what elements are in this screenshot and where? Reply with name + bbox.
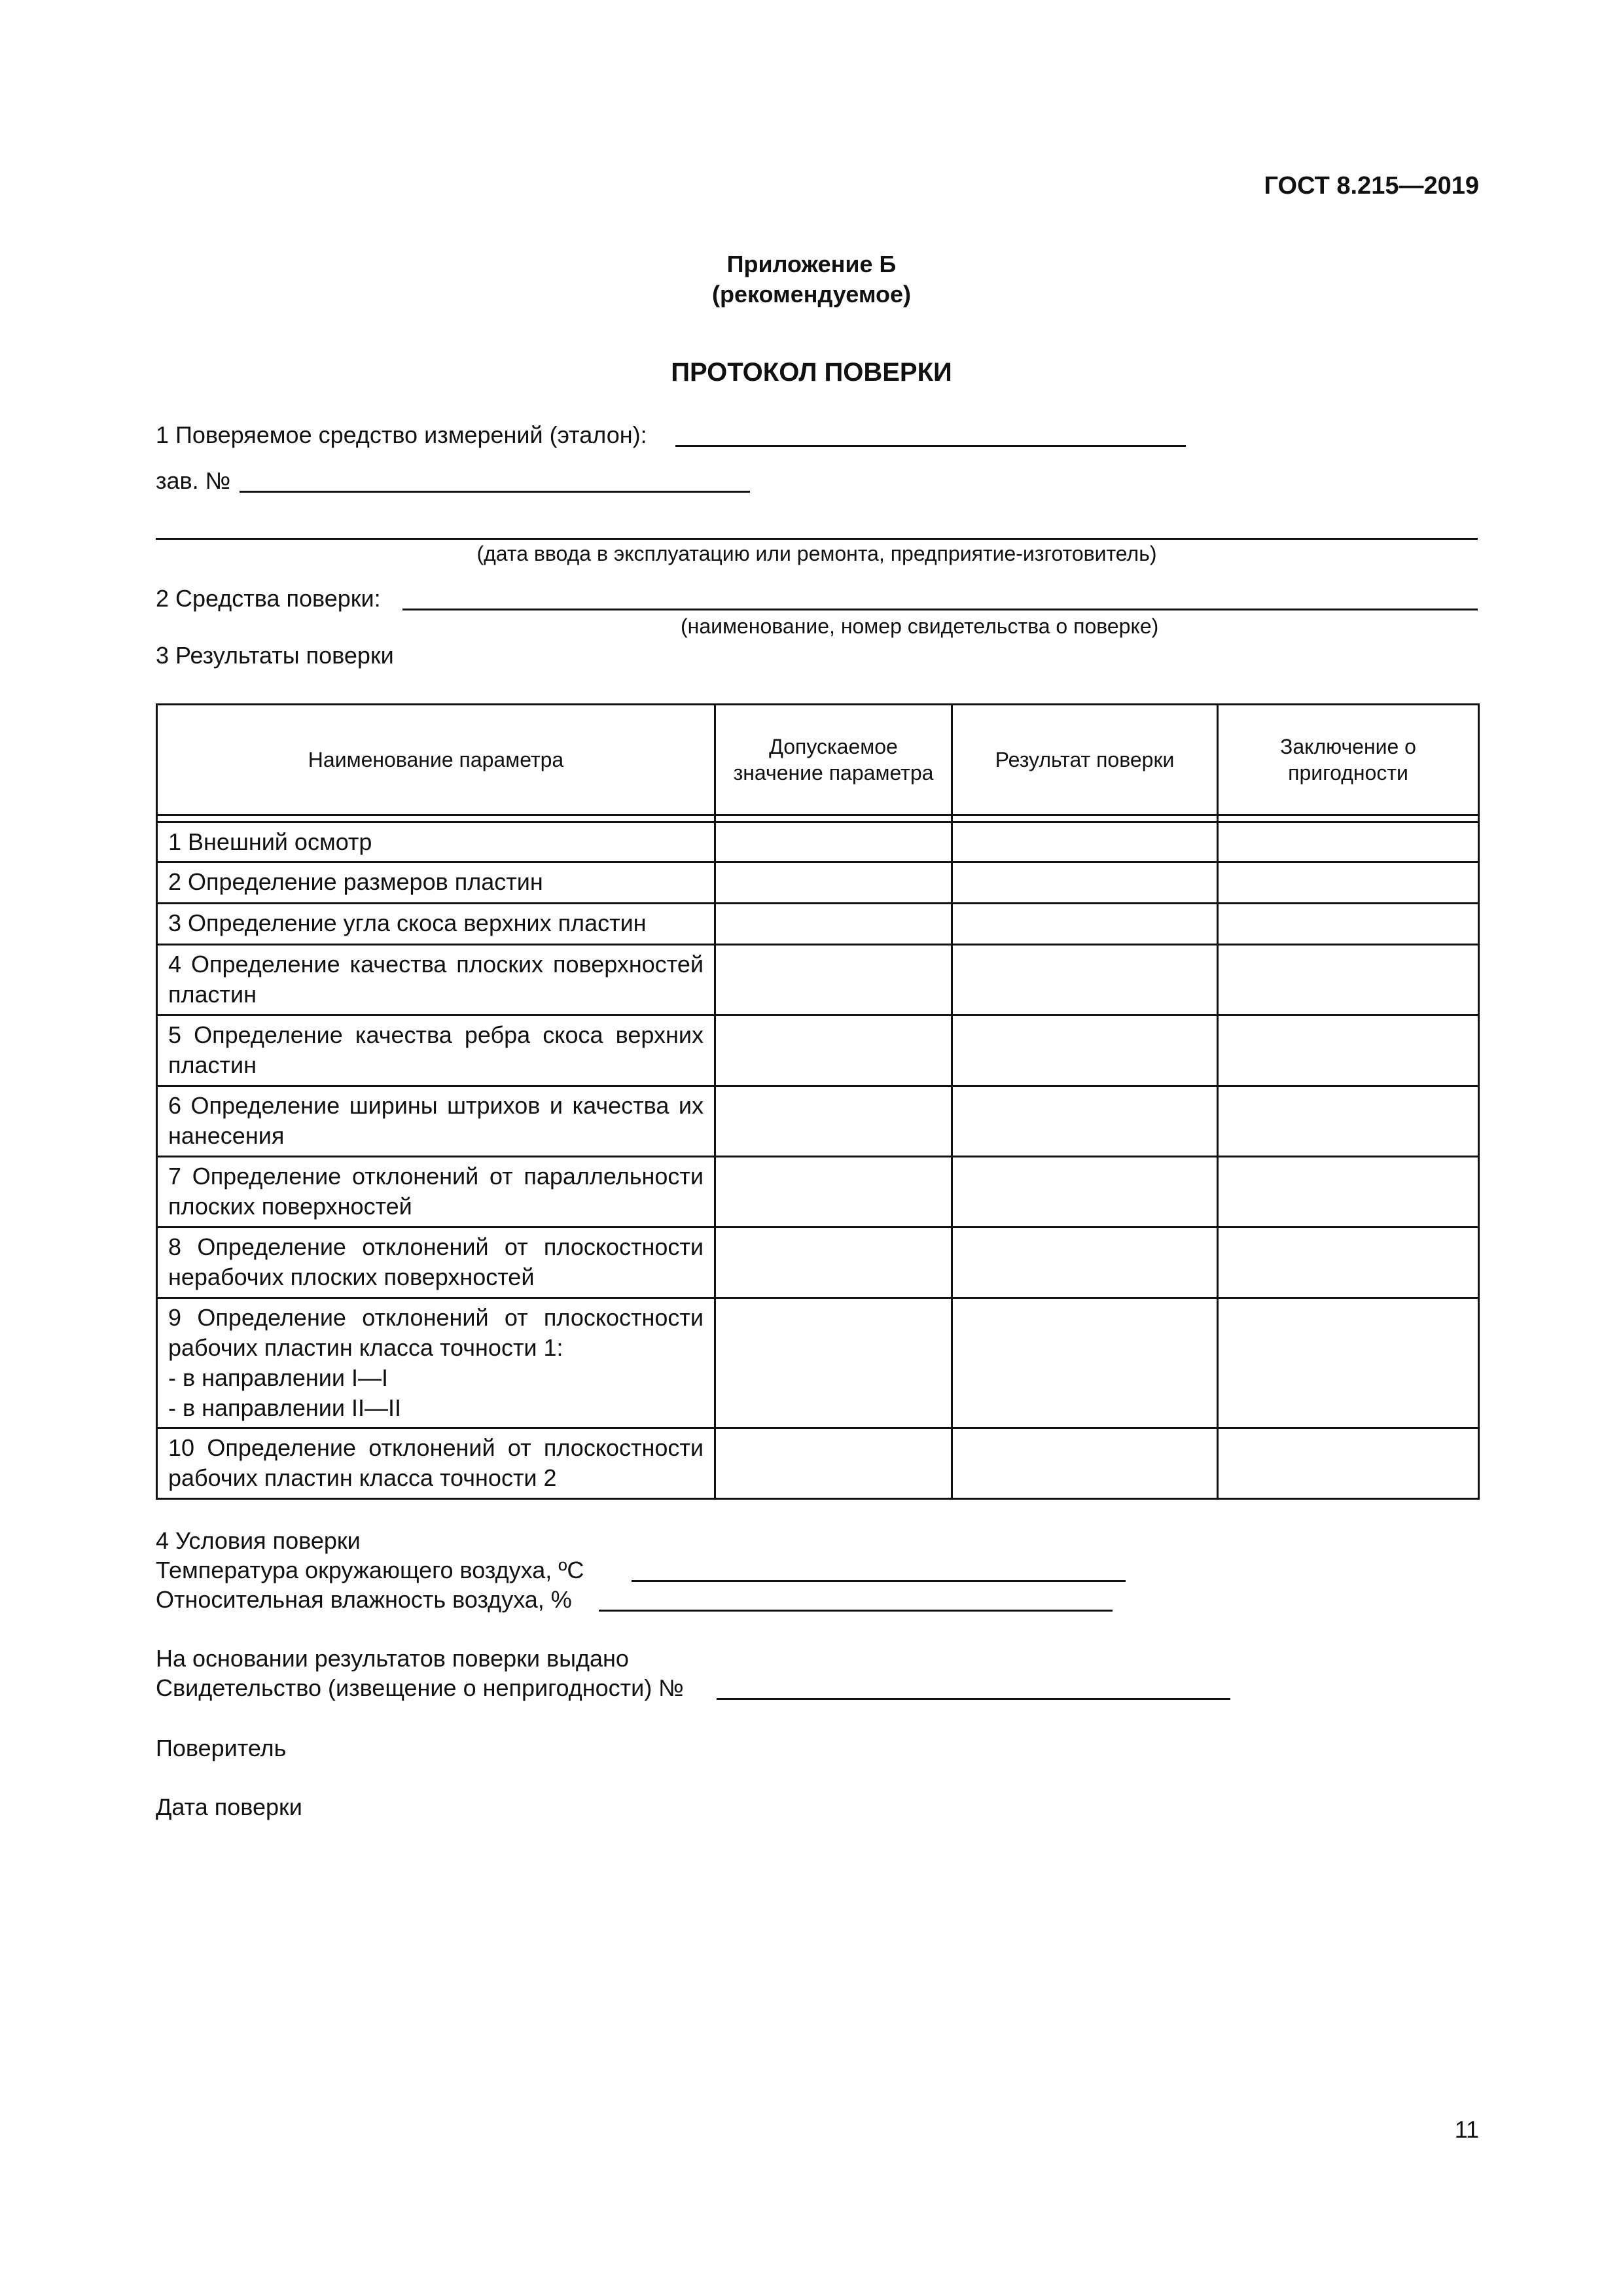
cell-conclusion-10[interactable] xyxy=(1218,1428,1479,1499)
row9-direction-2: - в направлении II—II xyxy=(168,1394,401,1421)
cell-result-8[interactable] xyxy=(952,1227,1218,1298)
appendix-subtitle: (рекомендуемое) xyxy=(712,281,911,308)
cell-allowed-9[interactable] xyxy=(715,1298,952,1428)
row-name-3: 3 Определение угла скоса верхних пластин xyxy=(157,904,715,945)
serial-number-label: зав. № xyxy=(156,467,231,494)
row-name-8: 8 Определение отклонений от плоскостности нерабочих плоских поверхностей xyxy=(157,1227,715,1298)
table-row xyxy=(157,1157,1479,1227)
humidity-fill-line[interactable] xyxy=(599,1610,1113,1612)
cell-allowed-6[interactable] xyxy=(715,1086,952,1157)
header-verification-result: Результат поверки xyxy=(952,705,1218,815)
cell-allowed-3[interactable] xyxy=(715,904,952,945)
cell-result-5[interactable] xyxy=(952,1016,1218,1086)
cell-allowed-2[interactable] xyxy=(715,862,952,904)
cell-allowed-1[interactable] xyxy=(715,822,952,862)
table-row xyxy=(157,862,1479,904)
serial-number-fill-line[interactable] xyxy=(240,491,750,493)
table-row xyxy=(157,1227,1479,1298)
table-row xyxy=(157,1298,1479,1428)
verifier-label: Поверитель xyxy=(156,1735,287,1761)
section1-label: 1 Поверяемое средство измерений (эталон): xyxy=(156,421,647,448)
cell-result-6[interactable] xyxy=(952,1086,1218,1157)
section2-fill-line[interactable] xyxy=(402,609,1478,610)
table-row xyxy=(157,1428,1479,1499)
cell-allowed-10[interactable] xyxy=(715,1428,952,1499)
row-name-6: 6 Определение ширины штрихов и качества их нанесения xyxy=(157,1086,715,1157)
table-row xyxy=(157,945,1479,1016)
cell-conclusion-5[interactable] xyxy=(1218,1016,1479,1086)
cell-result-10[interactable] xyxy=(952,1428,1218,1499)
header-parameter-name: Наименование параметра xyxy=(157,705,715,815)
cell-conclusion-2[interactable] xyxy=(1218,862,1479,904)
cell-allowed-7[interactable] xyxy=(715,1157,952,1227)
cell-conclusion-8[interactable] xyxy=(1218,1227,1479,1298)
section4-label: 4 Условия поверки xyxy=(156,1527,361,1554)
row9-direction-1: - в направлении I—I xyxy=(168,1364,388,1391)
table-row xyxy=(157,1086,1479,1157)
section1-fill-line[interactable] xyxy=(675,445,1186,447)
verification-date-label: Дата поверки xyxy=(156,1793,302,1820)
row-name-4: 4 Определение качества плоских поверхностей пластин xyxy=(157,945,715,1016)
row-name-2: 2 Определение размеров пластин xyxy=(157,862,715,904)
cell-conclusion-4[interactable] xyxy=(1218,945,1479,1016)
table-row xyxy=(157,1016,1479,1086)
page-number: 11 xyxy=(1454,2116,1479,2143)
protocol-title: ПРОТОКОЛ ПОВЕРКИ xyxy=(671,358,952,387)
cell-result-4[interactable] xyxy=(952,945,1218,1016)
row-name-5: 5 Определение качества ребра скоса верхних пластин xyxy=(157,1016,715,1086)
cell-allowed-5[interactable] xyxy=(715,1016,952,1086)
section2-caption: (наименование, номер свидетельства о поверке) xyxy=(681,614,1159,638)
row-name-9: 9 Определение отклонений от плоскостности рабочих пластин класса точности 1: xyxy=(168,1304,704,1361)
section1-commission-fill-line[interactable] xyxy=(156,538,1478,540)
table-row xyxy=(157,904,1479,945)
conclusion-line1: На основании результатов поверки выдано xyxy=(156,1645,629,1672)
row-name-10: 10 Определение отклонений от плоскостности рабочих пластин класса точности 2 xyxy=(157,1428,715,1499)
header-separator xyxy=(157,815,1479,822)
cell-result-7[interactable] xyxy=(952,1157,1218,1227)
temperature-fill-line[interactable] xyxy=(632,1580,1126,1582)
humidity-label: Относительная влажность воздуха, % xyxy=(156,1586,572,1613)
header-allowed-value: Допускаемое значение параметра xyxy=(715,705,952,815)
cell-result-1[interactable] xyxy=(952,822,1218,862)
verification-results-table xyxy=(156,703,1480,1500)
section1-caption: (дата ввода в эксплуатацию или ремонта, предприятие-изготовитель) xyxy=(476,542,1157,565)
row-name-7: 7 Определение отклонений от параллельности плоских поверхностей xyxy=(157,1157,715,1227)
cell-conclusion-7[interactable] xyxy=(1218,1157,1479,1227)
row-name-1: 1 Внешний осмотр xyxy=(157,822,715,862)
cell-result-9[interactable] xyxy=(952,1298,1218,1428)
table-header-row xyxy=(157,705,1479,815)
appendix-title: Приложение Б xyxy=(726,251,897,277)
cell-conclusion-9[interactable] xyxy=(1218,1298,1479,1428)
cell-conclusion-1[interactable] xyxy=(1218,822,1479,862)
cell-allowed-8[interactable] xyxy=(715,1227,952,1298)
row-cell-9 xyxy=(157,1298,715,1428)
document-standard-number: ГОСТ 8.215—2019 xyxy=(1264,172,1479,200)
header-suitability-conclusion: Заключение о пригодности xyxy=(1218,705,1479,815)
certificate-number-fill-line[interactable] xyxy=(717,1698,1230,1700)
cell-conclusion-3[interactable] xyxy=(1218,904,1479,945)
certificate-label: Свидетельство (извещение о непригодности) № xyxy=(156,1674,684,1701)
cell-allowed-4[interactable] xyxy=(715,945,952,1016)
temperature-label: Температура окружающего воздуха, ºС xyxy=(156,1557,584,1583)
section3-label: 3 Результаты поверки xyxy=(156,642,394,669)
section2-label: 2 Средства поверки: xyxy=(156,585,381,612)
table-row xyxy=(157,822,1479,862)
cell-result-3[interactable] xyxy=(952,904,1218,945)
cell-result-2[interactable] xyxy=(952,862,1218,904)
cell-conclusion-6[interactable] xyxy=(1218,1086,1479,1157)
